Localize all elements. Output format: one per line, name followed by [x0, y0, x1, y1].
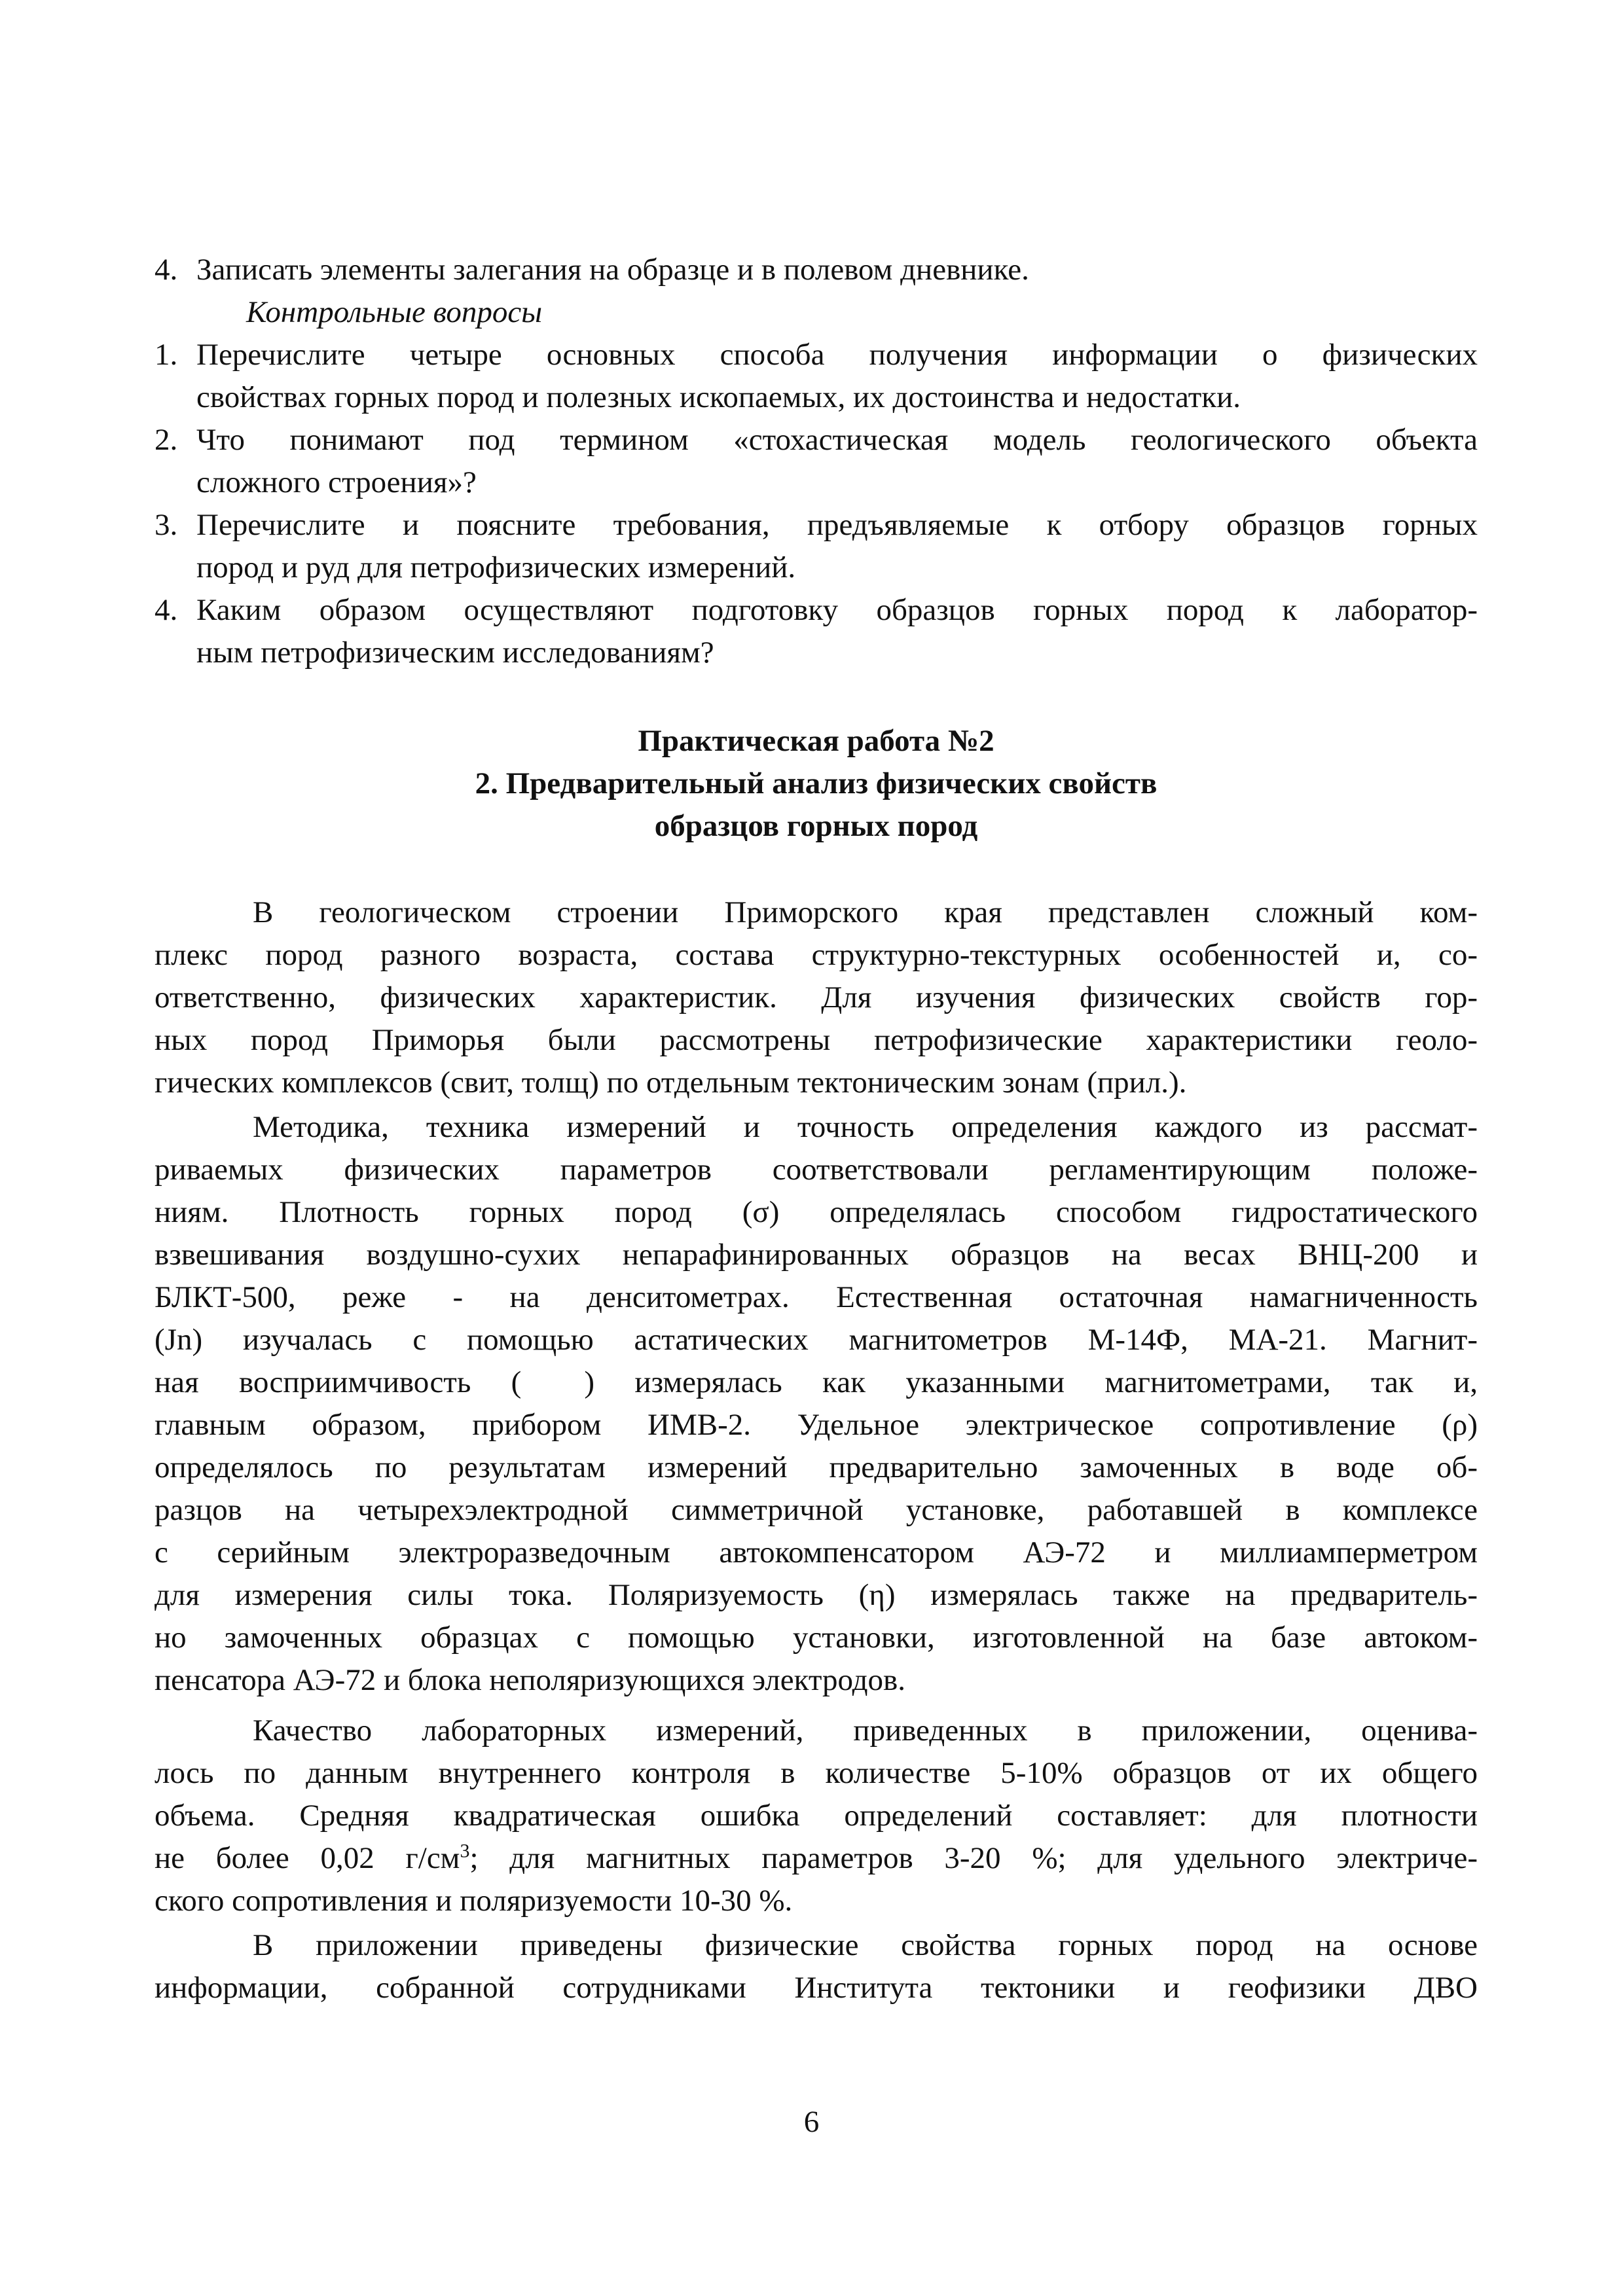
section-title-line: 2. Предварительный анализ физических свойств [475, 766, 1158, 800]
question-line: Перечислите и поясните требования, предъявляемые к отбору образцов горных [196, 508, 1478, 542]
task-list-tail [155, 249, 1478, 674]
paragraph-line [155, 1361, 1478, 1404]
paragraph-line: (Jn) изучалась с помощью астатических магнитометров М-14Ф, МА-21. Магнит- [155, 1323, 1478, 1357]
paragraph-line: для измерения силы тока. Поляризуемость (η) измерялась также на предваритель- [155, 1578, 1478, 1612]
question-item [155, 504, 1478, 589]
question-item [155, 334, 1478, 419]
paragraph-fragment: ; для магнитных параметров 3-20 %; для удельного электриче- [469, 1841, 1478, 1875]
question-line: Перечислите четыре основных способа получения информации о физических [196, 338, 1478, 372]
paragraph-line: взвешивания воздушно-сухих непарафинированных образцов на весах ВНЦ-200 и [155, 1238, 1478, 1272]
paragraph-fragment: не более 0,02 г/см [155, 1841, 460, 1875]
paragraph-line: пенсатора АЭ-72 и блока неполяризующихся электродов. [155, 1663, 905, 1697]
paragraph-line: ответственно, физических характеристик. Для изучения физических свойств гор- [155, 980, 1478, 1014]
question-line: сложного строения»? [196, 465, 477, 499]
paragraph-line: объема. Средняя квадратическая ошибка определений составляет: для плотности [155, 1799, 1478, 1833]
question-number: 4. [155, 593, 178, 627]
question-line: Что понимают под термином «стохастическая модель геологического объекта [196, 423, 1478, 457]
paragraph-line: ского сопротивления и поляризуемости 10-30 %. [155, 1884, 793, 1918]
list-item-text: Записать элементы залегания на образце и в полевом дневнике. [196, 253, 1029, 287]
paragraph-line: информации, собранной сотрудниками Института тектоники и геофизики ДВО [155, 1971, 1478, 2005]
list-item [155, 249, 1478, 291]
section-title-line: Практическая работа №2 [638, 724, 994, 758]
question-number: 2. [155, 423, 178, 457]
paragraph-line [155, 1837, 1478, 1880]
paragraph-line: риваемых физических параметров соответствовали регламентирующим положе- [155, 1153, 1478, 1187]
paragraph-line: В приложении приведены физические свойства горных пород на основе [253, 1928, 1478, 1962]
paragraph-line: с серийным электроразведочным автокомпенсатором АЭ-72 и миллиамперметром [155, 1535, 1478, 1570]
paragraph-line: лось по данным внутреннего контроля в количестве 5-10% образцов от их общего [155, 1756, 1478, 1790]
question-item [155, 419, 1478, 504]
paragraph-line: Методика, техника измерений и точность определения каждого из рассмат- [253, 1110, 1478, 1144]
paragraph [155, 891, 1478, 1104]
paragraph-fragment: ная восприимчивость ( [155, 1365, 522, 1399]
paragraph-line: БЛКТ-500, реже - на денситометрах. Естественная остаточная намагниченность [155, 1280, 1478, 1314]
paragraph-fragment: ) измерялась как указанными магнитометрами, так и, [584, 1365, 1478, 1399]
paragraph-line: главным образом, прибором ИМВ-2. Удельное электрическое сопротивление (ρ) [155, 1408, 1478, 1442]
question-line: пород и руд для петрофизических измерений. [196, 550, 796, 584]
question-line: ным петрофизическим исследованиям? [196, 636, 714, 670]
paragraph-line: гических комплексов (свит, толщ) по отдельным тектоническим зонам (прил.). [155, 1066, 1187, 1100]
question-line: свойствах горных пород и полезных ископаемых, их достоинства и недостатки. [196, 380, 1241, 414]
paragraph-line: разцов на четырехэлектродной симметричной установке, работавшей в комплексе [155, 1493, 1478, 1527]
paragraph [155, 1710, 1478, 1922]
question-number: 1. [155, 338, 178, 372]
paragraph-line: В геологическом строении Приморского края представлен сложный ком- [253, 895, 1478, 929]
paragraph [155, 1924, 1478, 2009]
paragraph-line: Качество лабораторных измерений, приведенных в приложении, оценива- [253, 1713, 1478, 1748]
superscript: 3 [460, 1840, 470, 1862]
question-number: 3. [155, 508, 178, 542]
question-line: Каким образом осуществляют подготовку образцов горных пород к лаборатор- [196, 593, 1478, 627]
page-number: 6 [803, 2105, 820, 2139]
question-item [155, 589, 1478, 674]
section-title-line: образцов горных пород [654, 809, 978, 843]
paragraph-line: определялось по результатам измерений предварительно замоченных в воде об- [155, 1450, 1478, 1484]
section-title [155, 720, 1478, 848]
paragraph-line: но замоченных образцах с помощью установки, изготовленной на базе автоком- [155, 1621, 1478, 1655]
paragraph [155, 1106, 1478, 1702]
control-questions-heading: Контрольные вопросы [246, 295, 543, 329]
list-item-number: 4. [155, 253, 178, 287]
paragraph-line: плекс пород разного возраста, состава структурно-текстурных особенностей и, со- [155, 938, 1478, 972]
paragraph-line: ных пород Приморья были рассмотрены петрофизические характеристики геоло- [155, 1023, 1478, 1057]
paragraph-line: ниям. Плотность горных пород (σ) определялась способом гидростатического [155, 1195, 1478, 1229]
